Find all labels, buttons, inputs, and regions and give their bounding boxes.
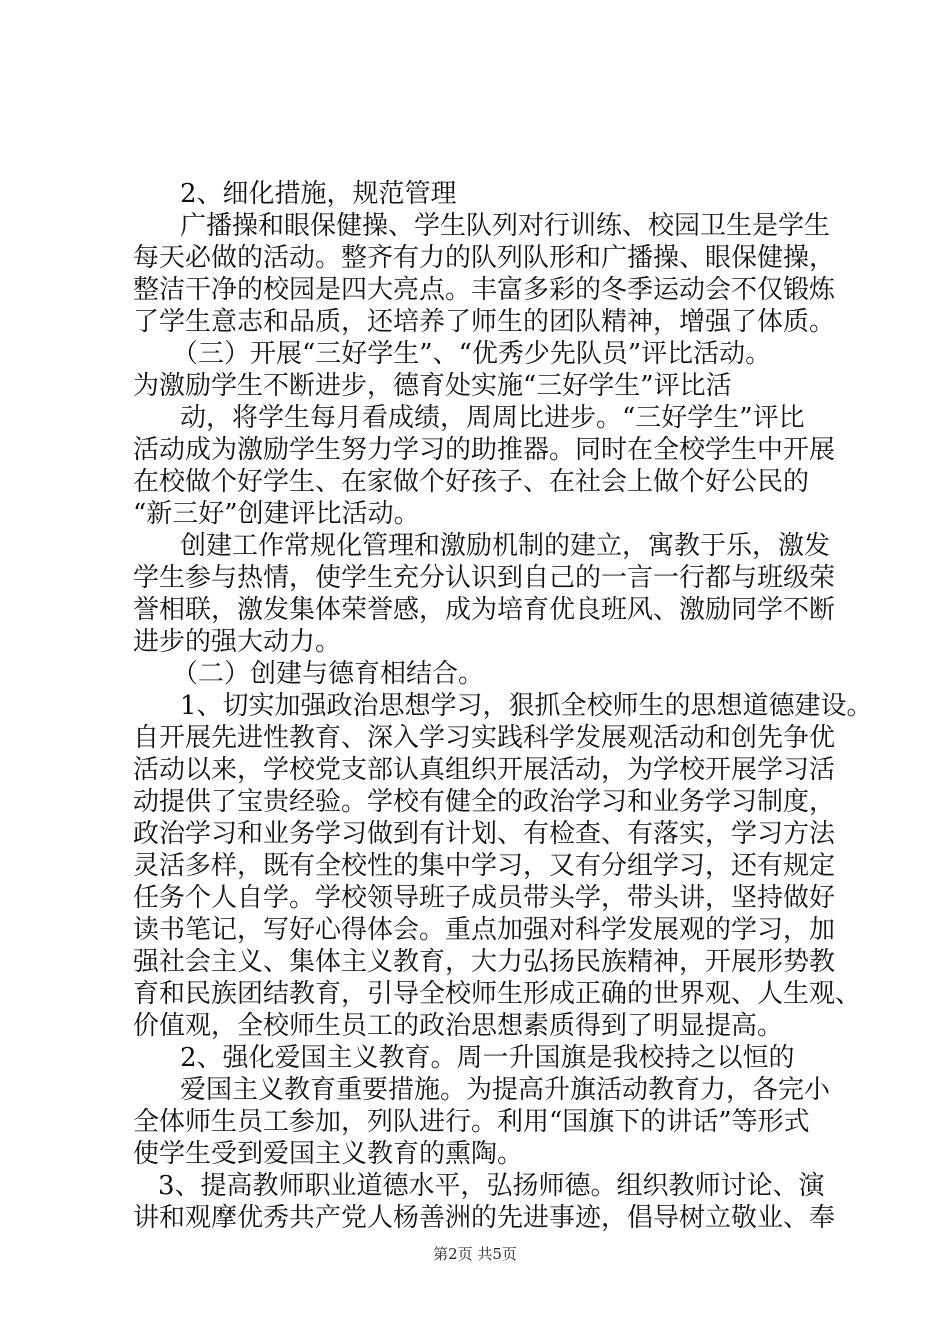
paragraph-line: 进步的强大动力。 <box>133 627 342 657</box>
paragraph-line: 价值观，全校师生员工的政治思想素质得到了明显提高。 <box>133 1011 784 1041</box>
section-heading: （二）创建与德育相结合。 <box>172 659 485 689</box>
paragraph-line: 广播操和眼保健操、学生队列对行训练、校园卫生是学生 <box>180 211 831 241</box>
paragraph-line: 活动以来，学校党支部认真组织开展活动，为学校开展学习活 <box>133 755 836 785</box>
paragraph-line: 全体师生员工参加，列队进行。利用“国旗下的讲话”等形式 <box>133 1107 810 1137</box>
paragraph-line: 3、提高教师职业道德水平，弘扬师德。组织教师讨论、演 <box>158 1171 825 1201</box>
paragraph-line: 整洁干净的校园是四大亮点。丰富多彩的冬季运动会不仅锻炼 <box>133 275 836 305</box>
paragraph-line: 动提供了宝贵经验。学校有健全的政治学习和业务学习制度， <box>133 787 836 817</box>
paragraph-line: 育和民族团结教育，引导全校师生形成正确的世界观、人生观、 <box>133 979 862 1009</box>
paragraph-line: 在校做个好学生、在家做个好孩子、在社会上做个好公民的 <box>133 467 810 497</box>
paragraph-line: 为激励学生不断进步，德育处实施“三好学生”评比活 <box>133 371 732 401</box>
paragraph-line: 誉相联，激发集体荣誉感，成为培育优良班风、激励同学不断 <box>133 595 836 625</box>
paragraph-line: 每天必做的活动。整齐有力的队列队形和广播操、眼保健操， <box>133 243 836 273</box>
paragraph-line: 讲和观摩优秀共产党人杨善洲的先进事迹，倡导树立敬业、奉 <box>133 1203 836 1233</box>
paragraph-line: 强社会主义、集体主义教育，大力弘扬民族精神，开展形势教 <box>133 947 836 977</box>
paragraph-line: “新三好”创建评比活动。 <box>133 499 420 529</box>
section-heading: （三）开展“三好学生”、“优秀少先队员”评比活动。 <box>172 339 772 369</box>
paragraph-line: 1、切实加强政治思想学习，狠抓全校师生的思想道德建设。 <box>180 691 873 721</box>
paragraph-line: 2、强化爱国主义教育。周一升国旗是我校持之以恒的 <box>180 1043 795 1073</box>
paragraph-line: 任务个人自学。学校领导班子成员带头学，带头讲，坚持做好 <box>133 883 836 913</box>
page-number-footer: 第2页 共5页 <box>433 1245 517 1263</box>
paragraph-line: 自开展先进性教育、深入学习实践科学发展观活动和创先争优 <box>133 723 836 753</box>
paragraph-line: 使学生受到爱国主义教育的熏陶。 <box>133 1139 524 1169</box>
paragraph-line: 动，将学生每月看成绩，周周比进步。“三好学生”评比 <box>180 403 805 433</box>
paragraph-line: 读书笔记，写好心得体会。重点加强对科学发展观的学习，加 <box>133 915 836 945</box>
paragraph-line: 学生参与热情，使学生充分认识到自己的一言一行都与班级荣 <box>133 563 836 593</box>
paragraph-line: 活动成为激励学生努力学习的助推器。同时在全校学生中开展 <box>133 435 836 465</box>
paragraph-line: 了学生意志和品质，还培养了师生的团队精神，增强了体质。 <box>133 307 836 337</box>
section-heading: 2、细化措施，规范管理 <box>180 179 457 209</box>
paragraph-line: 爱国主义教育重要措施。为提高升旗活动教育力，各完小 <box>180 1075 831 1105</box>
paragraph-line: 创建工作常规化管理和激励机制的建立，寓教于乐，激发 <box>180 531 831 561</box>
paragraph-line: 灵活多样，既有全校性的集中学习，又有分组学习，还有规定 <box>133 851 836 881</box>
paragraph-line: 政治学习和业务学习做到有计划、有检查、有落实，学习方法 <box>133 819 836 849</box>
